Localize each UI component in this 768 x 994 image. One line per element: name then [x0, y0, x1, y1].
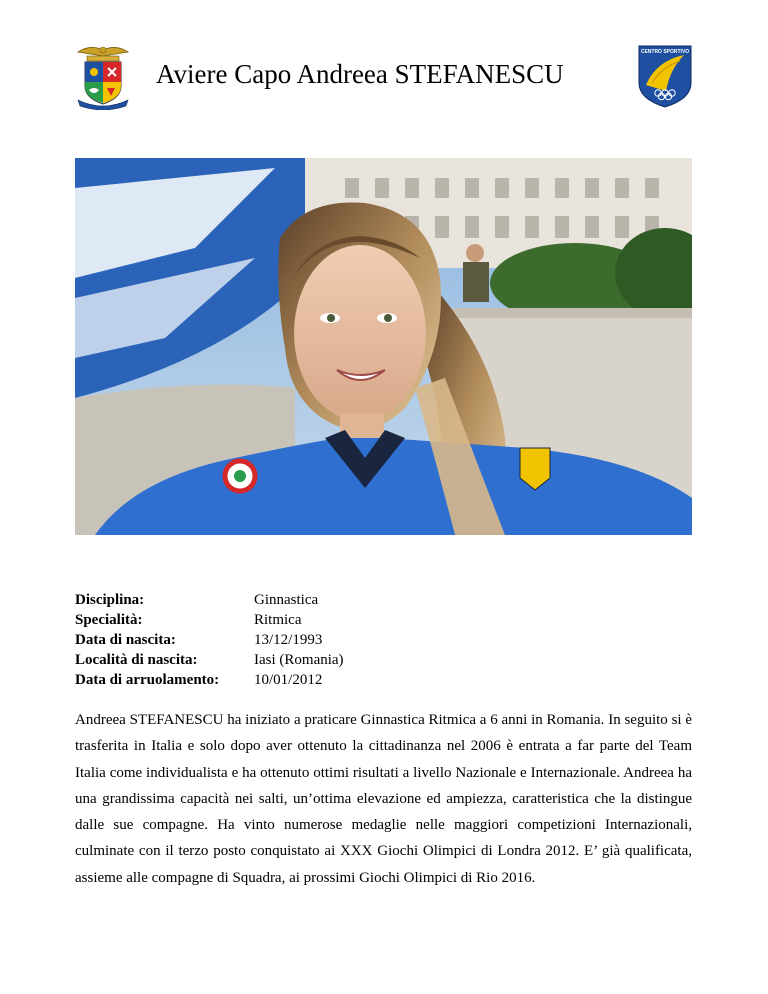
info-value: Ginnastica	[254, 592, 319, 608]
info-value: 13/12/1993	[254, 632, 323, 648]
info-row-localita-di-nascita	[75, 650, 675, 670]
biography-paragraph: Andreea STEFANESCU ha iniziato a praticare Ginnastica Ritmica a 6 anni in Romania. In seguito si è trasferita in Italia e solo dopo aver ottenuto la cittadinanza nel 2006 è entrata a far parte del Team Italia come individualista e ha ottenuto ottimi risultati a livello Nazionale e Internazionale. Andreea ha una grandissima capacità nei salti, un’ottima elevazione ed ampiezza, caratteristica che la distingue dalle sue compagne. Ha vinto numerose medaglie nelle maggiori competizioni Internazionali, culminate con il terzo posto conquistato ai XXX Giochi Olimpici di Londra 2012. E’ già qualificata, assieme alle compagne di Squadra, ai prossimi Giochi Olimpici di Rio 2016.	[75, 712, 692, 886]
page-header	[0, 0, 768, 120]
centro-sportivo-aeronautica-badge-icon	[636, 43, 694, 109]
info-row-data-di-arruolamento	[75, 670, 675, 690]
info-label: Data di nascita:	[75, 632, 176, 648]
info-label: Specialità:	[75, 612, 143, 628]
info-value: 10/01/2012	[254, 672, 323, 688]
athlete-info-table	[75, 590, 675, 690]
info-row-data-di-nascita	[75, 630, 675, 650]
info-row-specialita	[75, 610, 675, 630]
info-row-disciplina	[75, 590, 675, 610]
info-label: Disciplina:	[75, 592, 145, 608]
athlete-portrait-photo	[75, 158, 692, 535]
info-value: Iasi (Romania)	[254, 652, 344, 668]
info-label: Data di arruolamento:	[75, 672, 220, 688]
info-value: Ritmica	[254, 612, 302, 628]
badge-text: CENTRO SPORTIVO	[640, 49, 690, 55]
page-title: Aviere Capo Andreea STEFANESCU	[156, 59, 564, 89]
info-label: Località di nascita:	[75, 652, 198, 668]
aeronautica-militare-crest-icon	[74, 42, 132, 110]
